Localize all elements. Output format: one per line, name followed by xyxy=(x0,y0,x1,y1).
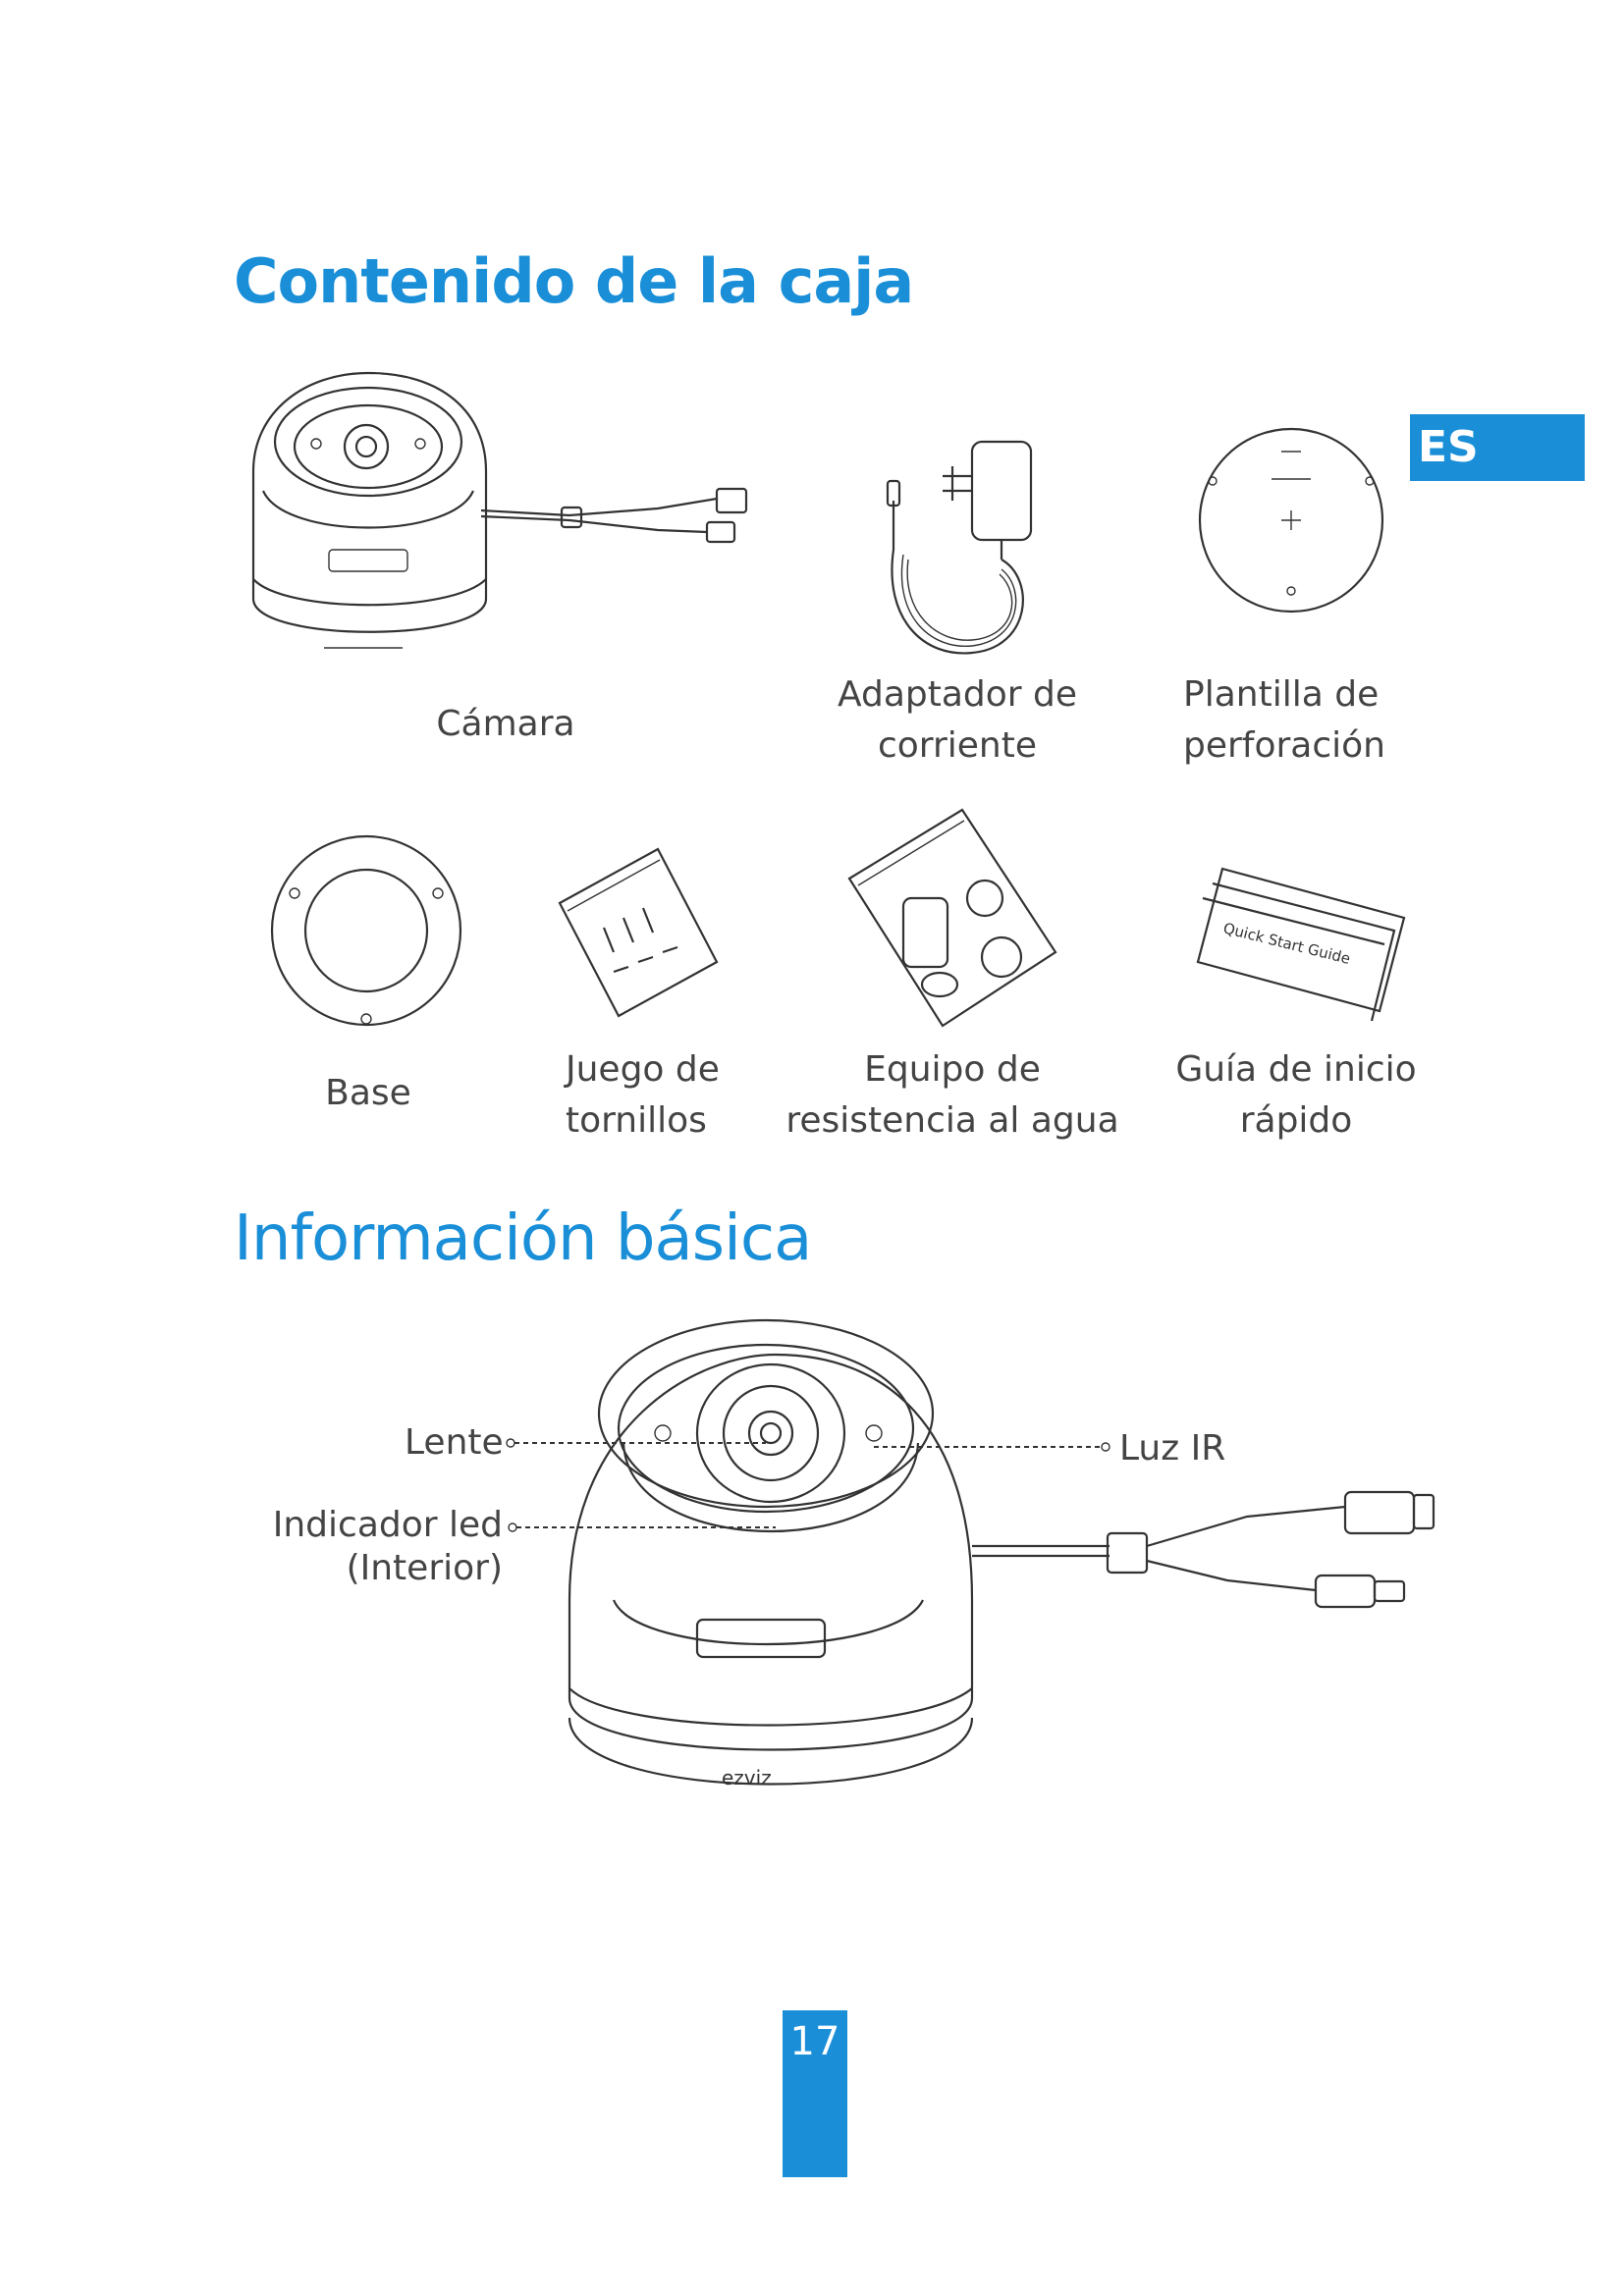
quick-start-guide-illustration xyxy=(1183,864,1409,1021)
language-tab: ES xyxy=(1410,414,1585,481)
item-label-quick-start-guide: Guía de inicio rápido xyxy=(1175,1049,1417,1141)
base-illustration xyxy=(265,834,471,1031)
brand-logo-text: ezviz xyxy=(722,1766,772,1789)
screws-illustration xyxy=(550,844,727,1021)
item-label-drill-template: Plantilla de perforación xyxy=(1183,674,1385,766)
item-label-waterproof-kit: Equipo de resistencia al agua xyxy=(785,1049,1119,1141)
item-label-screw-kit: Juego de tornillos xyxy=(566,1049,720,1141)
callout-leaders xyxy=(501,1433,1110,1541)
section-title-basic-info: Información básica xyxy=(234,1202,812,1275)
camera-illustration xyxy=(245,373,785,677)
item-label-power-adapter: Adaptador de corriente xyxy=(837,674,1078,766)
item-label-base: Base xyxy=(325,1073,411,1113)
section-title-box-contents: Contenido de la caja xyxy=(234,245,914,317)
callout-ir-light: Luz IR xyxy=(1119,1428,1226,1468)
page-number: 17 xyxy=(783,2010,847,2177)
callout-led-indicator: Indicador led (Interior) xyxy=(272,1505,503,1588)
camera-diagram xyxy=(560,1306,1463,1845)
guide-book-text: Quick Start Guide xyxy=(1221,919,1353,968)
waterproof-kit-illustration xyxy=(844,805,1060,1031)
power-adapter-illustration xyxy=(864,422,1060,667)
item-label-camera: Cámara xyxy=(436,704,575,744)
callout-lens: Lente xyxy=(405,1422,504,1463)
drill-template-illustration xyxy=(1193,422,1389,618)
